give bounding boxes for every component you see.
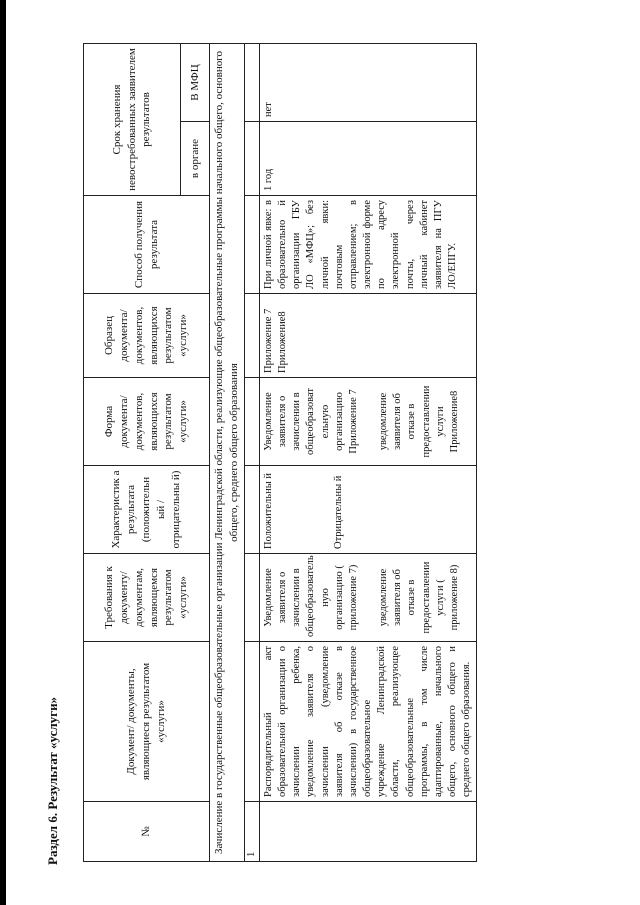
cell-document: Распорядительный акт образовательной организации о зачислении ребенка, уведомление заявителя о зачислении (уведомление заявителя об отказе в зачислении) в государственное общеобразовательное учреждение Ленинградской области, реализующее общеобразовательные программы, в том числе адаптированные, начального общего, основного общего и среднего общего образования. [259, 642, 477, 802]
requirements-positive: Уведомление заявителя о зачислении в общеобразователь ную организацию ( приложение 7) [262, 555, 359, 637]
header-storage-mfc: В МФЦ [181, 44, 210, 122]
rotated-page [45, 37, 605, 867]
requirements-negative: уведомление заявителя об отказе в предоставлении услуги ( приложение 8) [378, 561, 460, 634]
result-table [83, 43, 477, 862]
header-sample: Образец документа/ документов, являющихся результатом «услуги» [84, 294, 210, 378]
number-cell [244, 554, 259, 642]
number-cell [244, 378, 259, 466]
header-num: № [84, 802, 210, 862]
form-positive: Уведомление заявителя о зачислении в общеобразоват ельную организацию Приложение 7 [262, 388, 359, 455]
number-cell: 1 [244, 802, 259, 862]
cell-sample: Приложение 7 Приложение8 [259, 294, 477, 378]
cell-requirements [259, 554, 477, 642]
number-cell [244, 294, 259, 378]
number-cell [244, 122, 259, 196]
cell-characteristic [259, 466, 477, 554]
section-title: Зачисление в государственные общеобразовательные организации Ленинградской области, реализующие общеобразовательные программы начального общего, основного общего, среднего общего образования [210, 44, 245, 862]
number-cell [244, 642, 259, 802]
number-cell [244, 44, 259, 122]
header-row [84, 44, 181, 862]
section-row [210, 44, 245, 862]
scan-edge-bar [0, 0, 6, 905]
characteristic-positive: Положительны й [262, 473, 274, 549]
number-cell [244, 466, 259, 554]
number-row [244, 44, 259, 862]
header-form: Форма документа/ документов, являющихся результатом «услуги» [84, 378, 210, 466]
cell-form [259, 378, 477, 466]
header-method: Способ получения результата [84, 196, 210, 294]
cell-method: При личной явке: в образовательно й организации ГБУ ЛО «МФЦ»; без личной явки: почтовым отправлением; в электронной форме по адресу электронной почты, через личный кабинет заявителя на ПГУ ЛО/ЕПГУ. [259, 196, 477, 294]
characteristic-negative: Отрицательны й [333, 475, 345, 549]
form-negative: уведомление заявителя об отказе в предоставлении услуги Приложение8 [378, 385, 460, 458]
header-requirements: Требования к документу/ документам, являющемся результатом «услуги» [84, 554, 210, 642]
number-cell [244, 196, 259, 294]
header-storage: Срок хранения невостребованных заявителем результатов [84, 44, 181, 196]
table-row [259, 44, 477, 862]
cell-num [259, 802, 477, 862]
header-storage-organ: в органе [181, 122, 210, 196]
header-document: Документ/ документы, являющиеся результатом «услуги» [84, 642, 210, 802]
cell-storage-mfc: нет [259, 44, 477, 122]
cell-storage-organ: 1 год [259, 122, 477, 196]
section-heading: Раздел 6. Результат «услуги» [45, 696, 60, 865]
header-characteristic: Характеристик а результата (положительн ый / отрицательны й) [84, 466, 210, 554]
